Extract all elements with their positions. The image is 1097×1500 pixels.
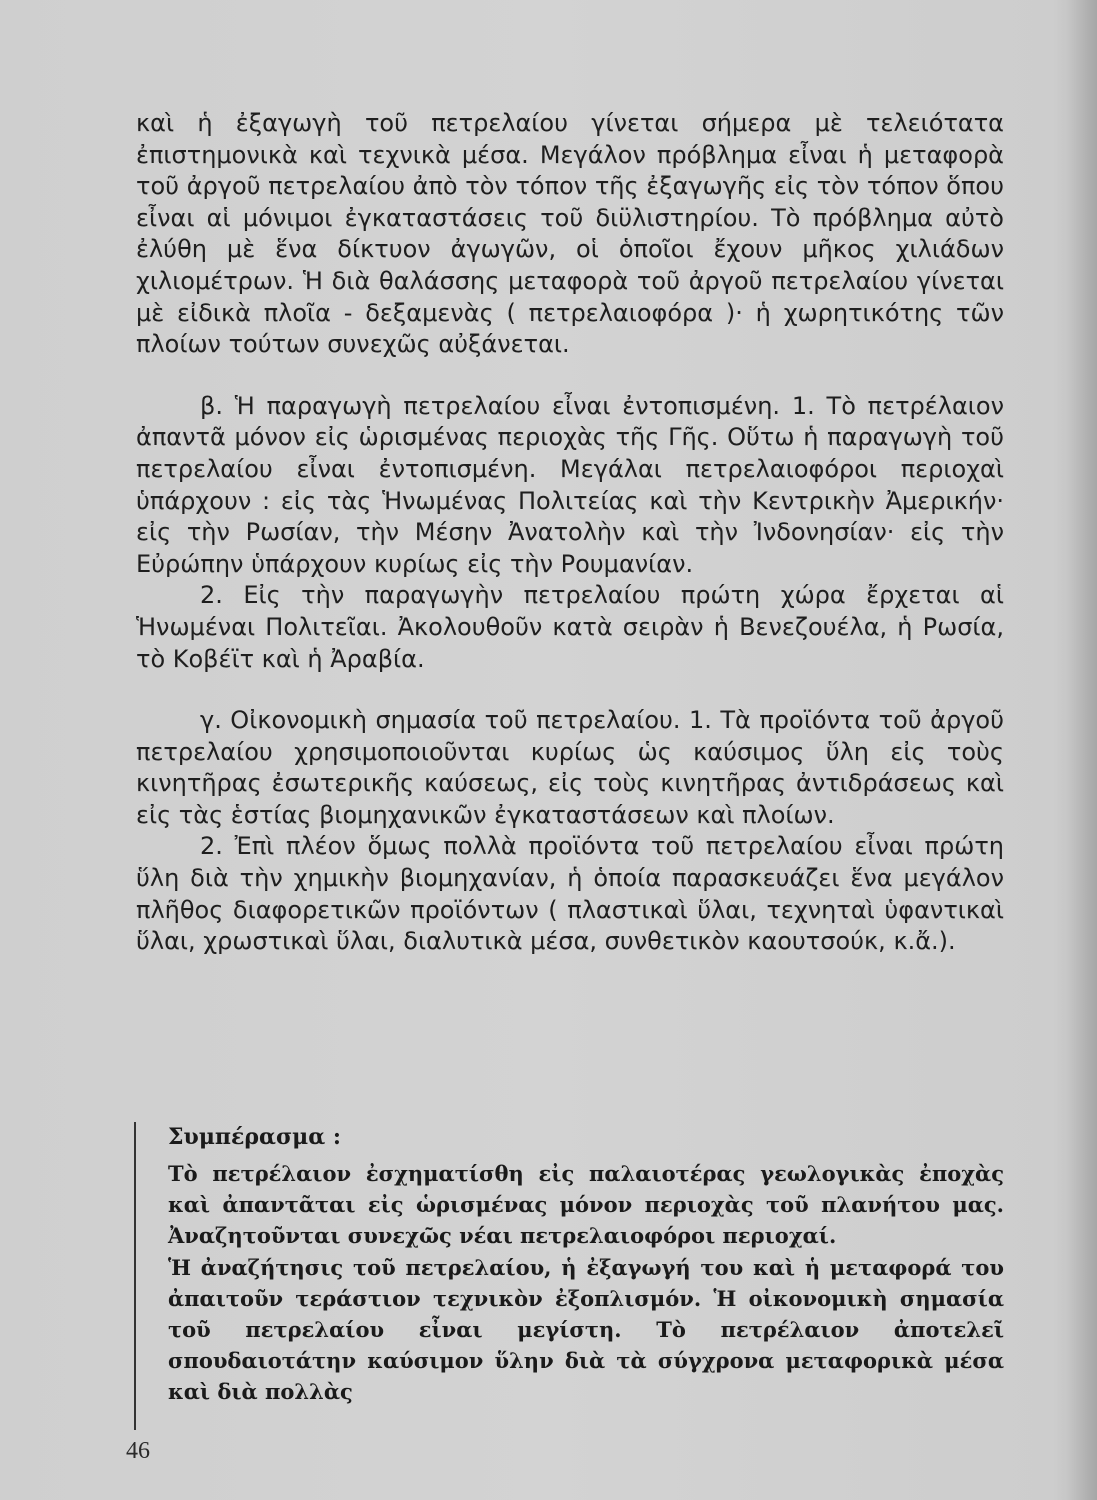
paragraph-text: 1. Τὸ πετρέλαιον ἀπαντᾶ μόνον εἰς ὡρισμένας περιοχὰς τῆς Γῆς. Οὕτω ἡ παραγωγὴ τοῦ πετρελαίου εἶναι ἐντοπισμένη. Μεγάλαι πετρελαιοφόροι περιοχαὶ ὑπάρχουν : εἰς τὰς Ἡνωμένας Πολιτείας καὶ τὴν Κεντρικὴν Ἀμερικήν· εἰς τὴν Ρωσίαν, τὴν Μέσην Ἀνατολὴν καὶ τὴν Ἰνδονησίαν· εἰς τὴν Εὐρώπην ὑπάρχουν κυρίως εἰς τὴν Ρουμανίαν. [136,391,1004,578]
paragraph-intro [136,108,1004,361]
summary-text: Τὸ πετρέλαιον ἐσχηματίσθη εἰς παλαιοτέρας γεωλογικὰς ἐποχὰς καὶ ἀπαντᾶται εἰς ὡρισμένας μόνον περιοχὰς τοῦ πλανήτου μας. Ἀναζητοῦνται συνεχῶς νέαι πετρελαιοφόροι περιοχαί. [168,1161,1004,1249]
paragraph-text: 2. Εἰς τὴν παραγωγὴν πετρελαίου πρώτη χώρα ἔρχεται αἱ Ἡνωμέναι Πολιτεῖαι. Ἀκολουθοῦν κατὰ σειρὰν ἡ Βενεζουέλα, ἡ Ρωσία, τὸ Κοβέϊτ καὶ ἡ Ἀραβία. [136,581,1004,673]
paragraph-section-b [136,391,1004,581]
summary-title: Συμπέρασμα : [168,1124,341,1150]
main-text [136,108,1004,958]
paragraph-c2 [136,831,1004,957]
paragraph-text: καὶ ἡ ἐξαγωγὴ τοῦ πετρελαίου γίνεται σήμερα μὲ τελειότατα ἐπιστημονικὰ καὶ τεχνικὰ μέσα. Μεγάλον πρόβλημα εἶναι ἡ μεταφορὰ τοῦ ἀργοῦ πετρελαίου ἀπὸ τὸν τόπον τῆς ἐξαγωγῆς εἰς τὸν τόπον ὅπου εἶναι αἱ μόνιμοι ἐγκαταστάσεις τοῦ διϋλιστηρίου. Τὸ πρόβλημα αὐτὸ ἐλύθη μὲ ἕνα δίκτυον ἀγωγῶν, οἱ ὁποῖοι ἔχουν μῆκος χιλιάδων χιλιομέτρων. Ἡ διὰ θαλάσσης μεταφορὰ τοῦ ἀργοῦ πετρελαίου γίνεται μὲ εἰδικὰ πλοῖα - δεξαμενὰς ( πετρελαιοφόρα )· ἡ χωρητικότης τῶν πλοίων τούτων συνεχῶς αὐξάνεται. [136,109,1004,359]
summary-box [134,1122,1004,1430]
paragraph-text: 1. Τὰ προϊόντα τοῦ ἀργοῦ πετρελαίου χρησιμοποιοῦνται κυρίως ὡς καύσιμος ὕλη εἰς τοὺς κινητῆρας ἐσωτερικῆς καύσεως, εἰς τοὺς κινητῆρας ἀντιδράσεως καὶ εἰς τὰς ἑστίας βιομηχανικῶν ἐγκαταστάσεων καὶ πλοίων. [136,706,1004,829]
summary-text-2: Ἡ ἀναζήτησις τοῦ πετρελαίου, ἡ ἐξαγωγή του καὶ ἡ μεταφορά του ἀπαιτοῦν τεράστιον τεχνικὸν ἐξοπλισμόν. Ἡ οἰκονομικὴ σημασία τοῦ πετρελαίου εἶναι μεγίστη. Τὸ πετρέλαιον ἀποτελεῖ σπουδαιοτάτην καύσιμον ὕλην διὰ τὰ σύγχρονα μεταφορικὰ μέσα καὶ διὰ πολλὰς [168,1254,1004,1405]
page-edge-shadow [1067,0,1097,1500]
paragraph-b2 [136,580,1004,675]
section-heading: β. Ἡ παραγωγὴ πετρελαίου εἶναι ἐντοπισμένη. [200,391,781,420]
section-heading: γ. Οἰκονομικὴ σημασία τοῦ πετρελαίου. [200,706,681,735]
page-number: 46 [126,1438,150,1464]
paragraph-text: 2. Ἐπὶ πλέον ὅμως πολλὰ προϊόντα τοῦ πετρελαίου εἶναι πρώτη ὕλη διὰ τὴν χημικὴν βιομηχανίαν, ἡ ὁποία παρασκευάζει ἕνα μεγάλον πλῆθος διαφορετικῶν προϊόντων ( πλαστικαὶ ὕλαι, τεχνηταὶ ὑφαντικαὶ ὕλαι, χρωστικαὶ ὕλαι, διαλυτικὰ μέσα, συνθετικὸν καουτσούκ, κ.ἄ.). [136,832,1004,956]
paragraph-section-c [136,705,1004,831]
